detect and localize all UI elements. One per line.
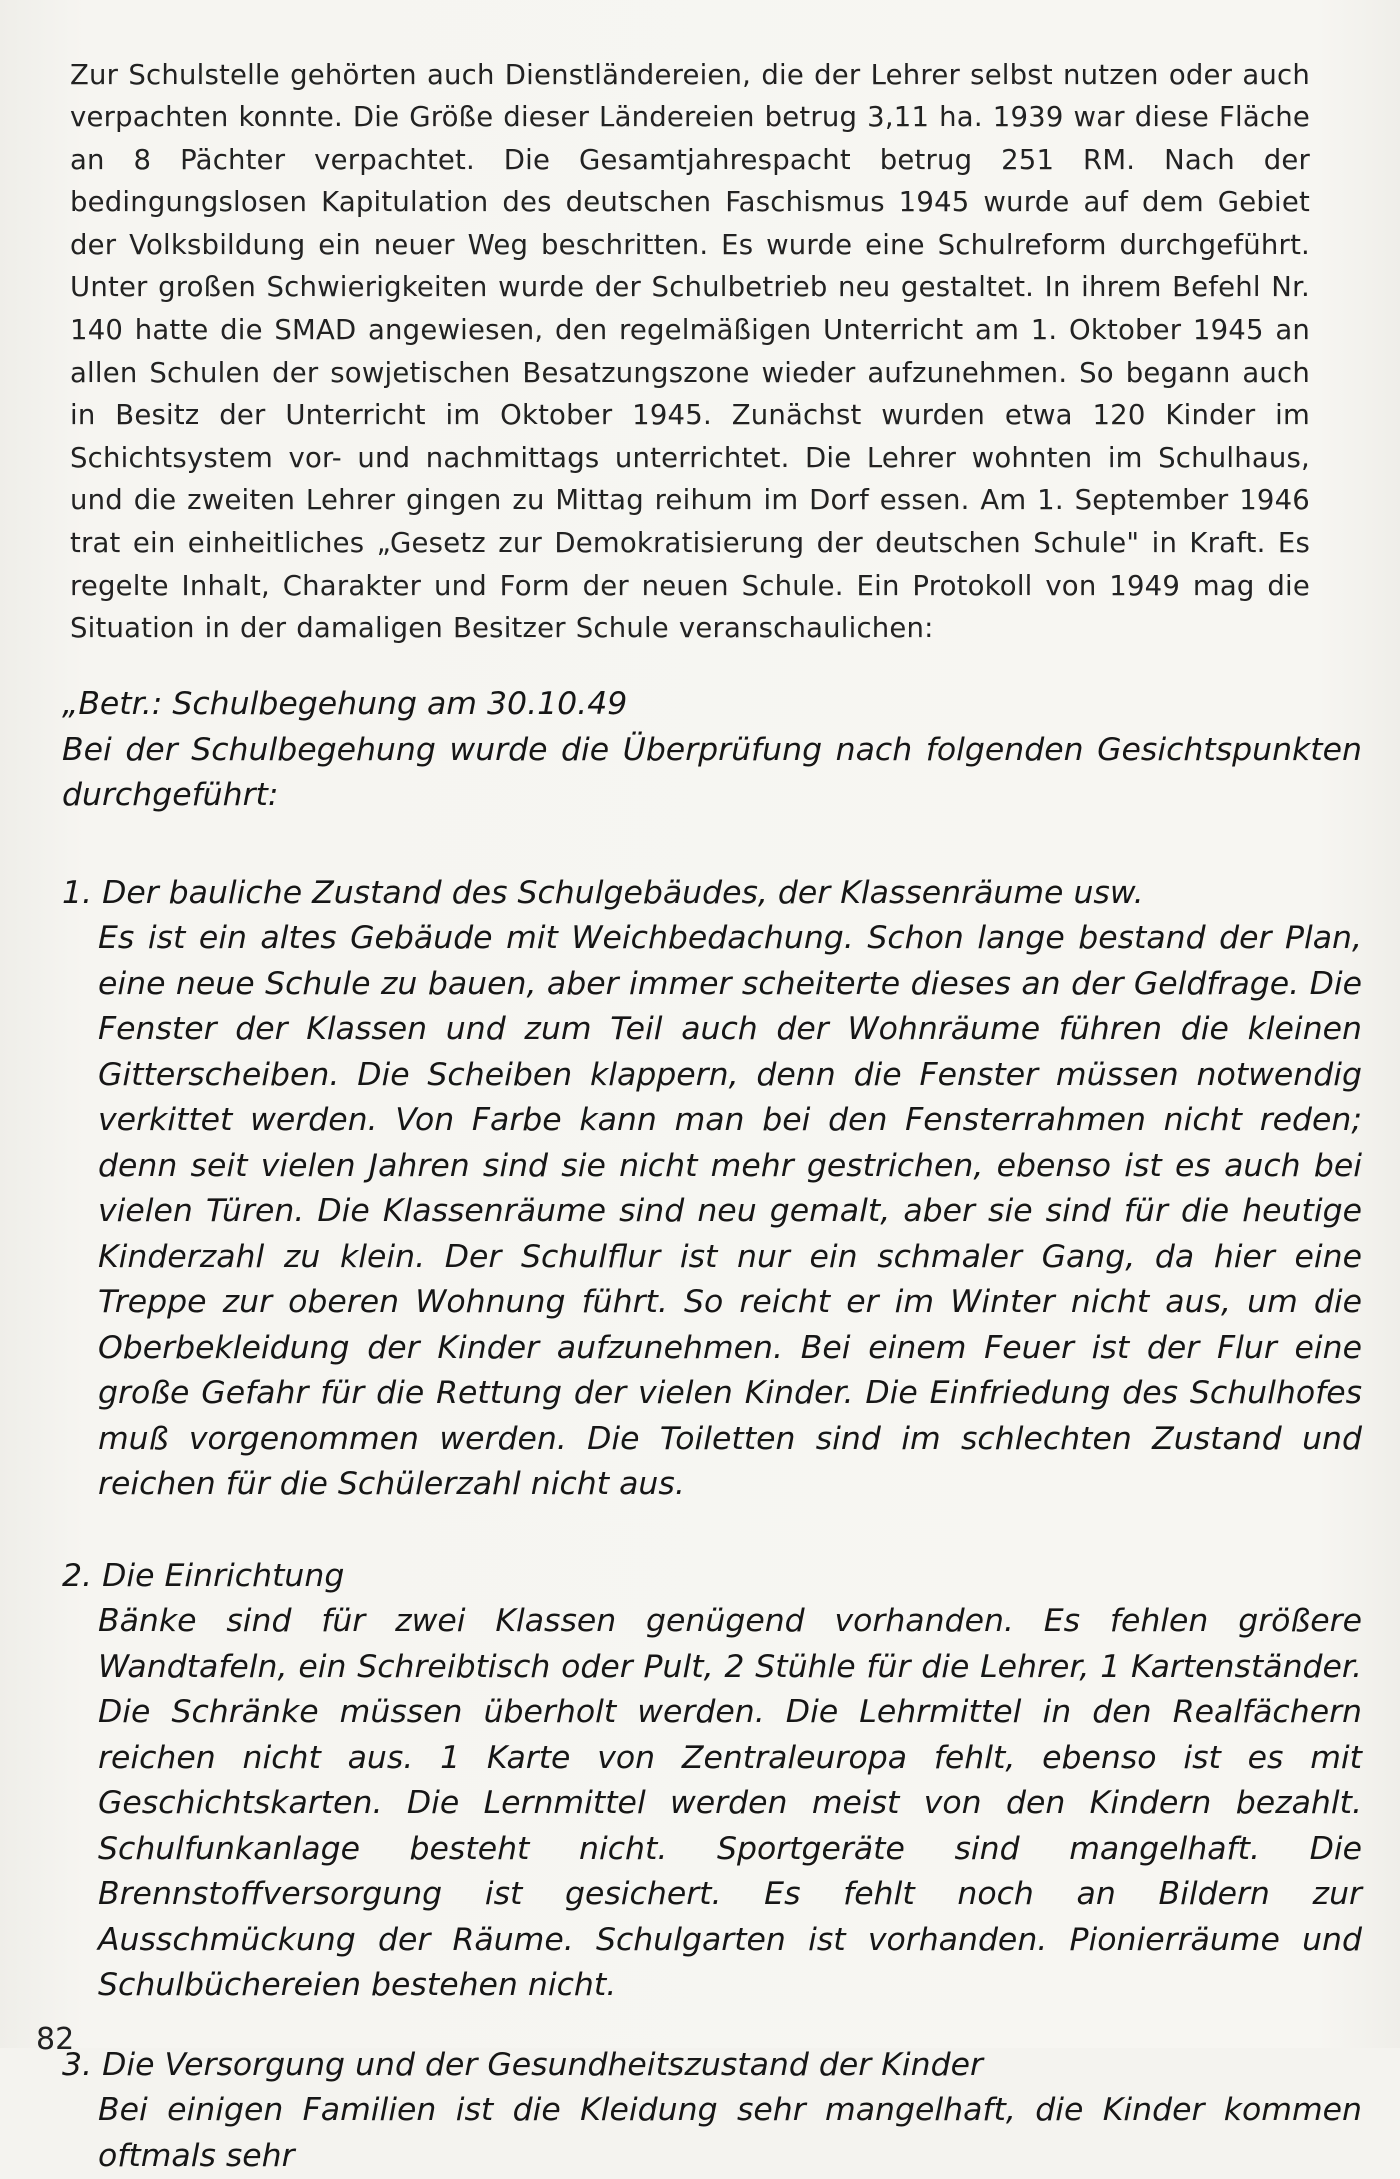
protocol-item-1 [62,871,1362,1508]
protocol-item-body: Bänke sind für zwei Klassen genügend vorhanden. Es fehlen größere Wandtafeln, ein Schreibtisch oder Pult, 2 Stühle für die Lehrer, 1 Kartenständer. Die Schränke müssen überholt werden. Die Lehrmittel in den Realfächern reichen nicht aus. 1 Karte von Zentraleuropa fehlt, ebenso ist es mit Geschichtskarten. Die Lernmittel werden meist von den Kindern bezahlt. Schulfunkanlage besteht nicht. Sportgeräte sind mangelhaft. Die Brennstoffversorgung ist gesichert. Es fehlt noch an Bildern zur Ausschmückung der Räume. Schulgarten ist vorhanden. Pionierräume und Schulbüchereien bestehen nicht. [62,1599,1362,2009]
intro-paragraph: Zur Schulstelle gehörten auch Dienstländereien, die der Lehrer selbst nutzen oder auch verpachten konnte. Die Größe dieser Ländereien betrug 3,11 ha. 1939 war diese Fläche an 8 Pächter verpachtet. Die Gesamtjahrespacht betrug 251 RM. Nach der bedingungslosen Kapitulation des deutschen Faschismus 1945 wurde auf dem Gebiet der Volksbildung ein neuer Weg beschritten. Es wurde eine Schulreform durchgeführt. Unter großen Schwierigkeiten wurde der Schulbetrieb neu gestaltet. In ihrem Befehl Nr. 140 hatte die SMAD angewiesen, den regelmäßigen Unterricht am 1. Oktober 1945 an allen Schulen der sowjetischen Besatzungszone wieder aufzunehmen. So begann auch in Besitz der Unterricht im Oktober 1945. Zunächst wurden etwa 120 Kinder im Schichtsystem vor- und nachmittags unterrichtet. Die Lehrer wohnten im Schulhaus, und die zweiten Lehrer gingen zu Mittag reihum im Dorf essen. Am 1. September 1946 trat ein einheitliches „Gesetz zur Demokratisierung der deutschen Schule" in Kraft. Es regelte Inhalt, Charakter und Form der neuen Schule. Ein Protokoll von 1949 mag die Situation in der damaligen Besitzer Schule veranschaulichen: [70,54,1310,650]
protocol-subject: „Betr.: Schulbegehung am 30.10.49 [62,682,1362,728]
protocol-item-title: 1. Der bauliche Zustand des Schulgebäudes, der Klassenräume usw. [62,871,1362,917]
protocol-lead: Bei der Schulbegehung wurde die Überprüfung nach folgenden Gesichtspunkten durchgeführt: [62,728,1362,819]
protocol-quote [62,682,1362,2179]
protocol-item-2 [62,1554,1362,2009]
protocol-item-body: Bei einigen Familien ist die Kleidung sehr mangelhaft, die Kinder kommen oftmals sehr [62,2088,1362,2179]
protocol-item-body: Es ist ein altes Gebäude mit Weichbedachung. Schon lange bestand der Plan, eine neue Schule zu bauen, aber immer scheiterte dieses an der Geldfrage. Die Fenster der Klassen und zum Teil auch der Wohnräume führen die kleinen Gitterscheiben. Die Scheiben klappern, denn die Fenster müssen notwendig verkittet werden. Von Farbe kann man bei den Fensterrahmen nicht reden; denn seit vielen Jahren sind sie nicht mehr gestrichen, ebenso ist es auch bei vielen Türen. Die Klassenräume sind neu gemalt, aber sie sind für die heutige Kinderzahl zu klein. Der Schulflur ist nur ein schmaler Gang, da hier eine Treppe zur oberen Wohnung führt. So reicht er im Winter nicht aus, um die Oberbekleidung der Kinder aufzunehmen. Bei einem Feuer ist der Flur eine große Gefahr für die Rettung der vielen Kinder. Die Einfriedung des Schulhofes muß vorgenommen werden. Die Toiletten sind im schlechten Zustand und reichen für die Schülerzahl nicht aus. [62,916,1362,1508]
protocol-item-title: 2. Die Einrichtung [62,1554,1362,1600]
protocol-item-3 [62,2043,1362,2179]
protocol-item-title: 3. Die Versorgung und der Gesundheitszustand der Kinder [62,2043,1362,2089]
page-number: 82 [36,2022,74,2057]
